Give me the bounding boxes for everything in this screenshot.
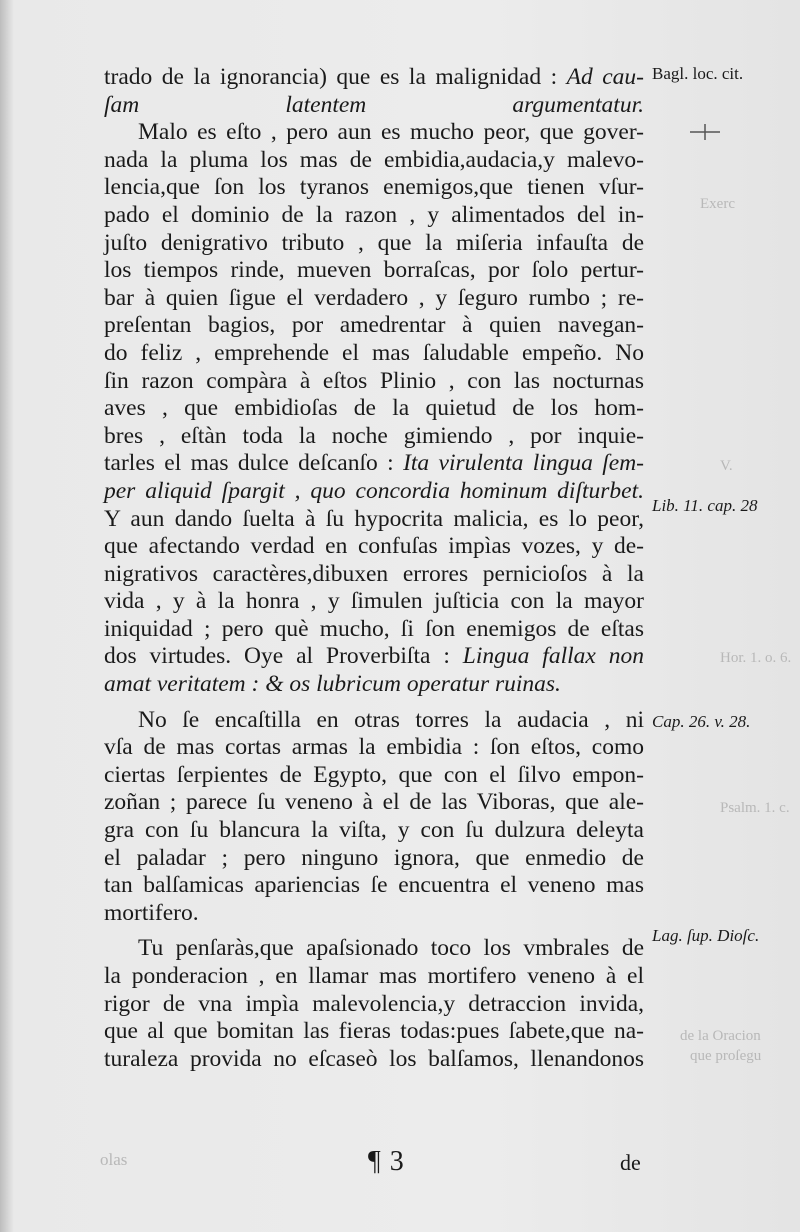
text-line bbox=[104, 257, 644, 285]
text-line bbox=[104, 506, 644, 534]
margin-note-lib-11 bbox=[652, 496, 792, 516]
text-line-roman: pado el dominio de la razon , y alimentados del in- bbox=[104, 201, 644, 228]
text-line bbox=[104, 174, 644, 202]
text-line bbox=[104, 817, 644, 845]
text-line-roman: lencia,que ſon los tyranos enemigos,que tienen vſur- bbox=[104, 174, 644, 201]
text-line bbox=[104, 789, 644, 817]
text-line bbox=[104, 1018, 644, 1046]
text-line-roman: vida , y à la honra , y ſimulen juſticia con la mayor bbox=[104, 588, 644, 615]
text-line-roman: turaleza provida no eſcaseò los balſamos, llenandonos bbox=[104, 1045, 644, 1072]
text-line-roman: bar à quien ſigue el verdadero , y ſeguro rumbo ; re- bbox=[104, 284, 644, 311]
text-line bbox=[104, 1046, 644, 1074]
text-line bbox=[104, 872, 644, 900]
text-line bbox=[104, 147, 644, 175]
text-line-roman: el paladar ; pero ninguno ignora, que enmedio de bbox=[104, 844, 644, 871]
text-line-roman: tarles el mas dulce deſcanſo : bbox=[104, 450, 404, 477]
text-line-roman: tan balſamicas apariencias ſe encuentra el veneno mas bbox=[104, 872, 644, 899]
text-line-roman: No ſe encaſtilla en otras torres la audacia , ni bbox=[138, 706, 644, 733]
text-line bbox=[104, 616, 644, 644]
text-line-roman: que al que bomitan las fieras todas:pues ſabete,que na- bbox=[104, 1018, 644, 1045]
text-line bbox=[104, 285, 644, 313]
text-line bbox=[104, 340, 644, 368]
text-line-roman: Y aun dando ſuelta à ſu hypocrita malicia, es lo peor, bbox=[104, 505, 644, 532]
text-line-roman: la ponderacion , en llamar mas mortifero veneno à el bbox=[104, 963, 644, 989]
text-line-roman: iniquidad ; pero què mucho, ſi ſon enemigos de eſtas bbox=[104, 615, 644, 642]
text-line-italic: Ita virulenta lingua ſem- bbox=[403, 450, 644, 477]
margin-note-text: Lib. 11. cap. 28 bbox=[652, 496, 758, 515]
margin-note-cap-26 bbox=[652, 712, 792, 732]
text-line bbox=[104, 762, 644, 790]
text-line-roman: dos virtudes. Oye al Proverbiſta : bbox=[104, 643, 463, 670]
text-line bbox=[104, 900, 644, 928]
text-line-roman: gra con ſu blancura la viſta, y con ſu dulzura deleyta bbox=[104, 817, 644, 844]
text-line bbox=[104, 312, 644, 340]
text-line bbox=[104, 230, 644, 258]
text-line bbox=[104, 845, 644, 873]
catchword: de bbox=[620, 1150, 641, 1175]
margin-note-text: Lag. ſup. Dioſc. bbox=[652, 926, 760, 945]
text-line-roman: rigor de vna impìa malevolencia,y detraccion invida, bbox=[104, 990, 644, 1017]
text-line-roman: Tu penſaràs,que apaſsionado toco los vmbrales de bbox=[138, 935, 644, 962]
text-line-roman: preſentan bagios, por amedrentar à quien navegan- bbox=[104, 312, 644, 339]
text-line-roman: nada la pluma los mas de embidia,audacia,y malevo- bbox=[104, 146, 644, 173]
text-line bbox=[104, 643, 644, 671]
text-line-roman: mortifero. bbox=[104, 899, 199, 926]
text-line bbox=[104, 119, 644, 147]
text-line-roman: que afectando verdad en confuſas impìas vozes, y de- bbox=[104, 533, 644, 560]
text-line bbox=[104, 202, 644, 230]
text-line-roman: zoñan ; parece ſu veneno à el de las Viboras, que ale- bbox=[104, 789, 644, 816]
text-line-roman: ciertas ſerpientes de Egypto, que con el ſilvo empon- bbox=[104, 761, 644, 788]
text-line-roman: bres , eſtàn toda la noche gimiendo , por inquie- bbox=[104, 422, 644, 449]
text-line bbox=[104, 478, 644, 506]
text-line bbox=[104, 734, 644, 762]
text-line-roman: do feliz , emprehende el mas ſaludable empeño. No bbox=[104, 339, 644, 366]
signature-mark: ¶ 3 bbox=[368, 1146, 405, 1177]
text-line bbox=[104, 395, 644, 423]
text-line bbox=[104, 533, 644, 561]
text-line-italic: Lingua fallax non bbox=[462, 643, 644, 670]
pencil-cross-mark bbox=[688, 122, 722, 142]
text-line-roman: Malo es eſto , pero aun es mucho peor, que gover- bbox=[138, 119, 644, 146]
margin-note-text: Bagl. loc. cit. bbox=[652, 64, 744, 83]
text-line bbox=[104, 588, 644, 616]
margin-note-bagl bbox=[652, 64, 792, 84]
text-line bbox=[104, 561, 644, 589]
text-line bbox=[104, 423, 644, 451]
text-line-italic: ſam latentem argumentatur. bbox=[104, 91, 644, 118]
text-line bbox=[104, 707, 644, 735]
text-line-roman: los tiempos rinde, mueven borraſcas, por ſolo pertur- bbox=[104, 257, 644, 284]
text-line bbox=[104, 963, 644, 991]
text-line bbox=[104, 64, 644, 92]
margin-note-lag bbox=[652, 926, 792, 946]
text-line-italic: amat veritatem : & os lubricum operatur ruinas. bbox=[104, 671, 561, 698]
text-line bbox=[104, 935, 644, 963]
text-line bbox=[104, 991, 644, 1019]
text-line-roman: juſto denigrativo tributo , que la miſeria infauſta de bbox=[104, 229, 644, 256]
body-text bbox=[104, 64, 644, 1073]
text-line-italic: Ad cau- bbox=[566, 64, 644, 90]
text-line-roman: aves , que embidioſas de la quietud de los hom- bbox=[104, 395, 644, 422]
text-line-roman: trado de la ignorancia) que es la malignidad : bbox=[104, 64, 567, 90]
text-line bbox=[104, 92, 644, 120]
text-line-italic: per aliquid ſpargit , quo concordia hominum diſturbet. bbox=[104, 477, 644, 504]
text-line bbox=[104, 368, 644, 396]
book-page: Exerc V. Hor. 1. o. 6. Psalm. 1. c. de la Oracion que proſegu olas trado de la ignorancia) que es la malignidad : Ad cau- ſam latentem argumentatur. Malo es eſto , pero aun es mucho peor, que gover- nada la pluma los mas de embidia,audacia,y malevo- lencia,que ſon los tyranos enemigos,que tienen vſur- pado el dominio de la razon , y alimentados del in- juſto denigrativo tributo , que la miſeria infauſta de los tiempos rinde, mueven borraſcas, por ſolo pertur- bar à quien ſigue el verdadero , y ſeguro rumbo ; re- preſentan bagios, por amedrentar à quien navegan- do feliz , emprehende el mas ſaludable empeño. No ſin razon compàra à eſtos Plinio , con las nocturnas aves , que embidioſas de la quietud de los hom- bres , eſtàn toda la noche gimiendo , por inquie- tarles el mas dulce deſcanſo : Ita virulenta lingua ſem- per aliquid ſpargit , quo concordia hominum diſturbet. Y aun dando ſuelta à ſu hypocrita malicia, es lo peor, que afectando verdad en confuſas impìas vozes, y de- nigrativos caractères,dibuxen errores pernicioſos à la vida , y à la honra , y ſimulen juſticia con la mayor iniquidad ; pero què mucho, ſi ſon enemigos de eſtas dos virtudes. Oye al Proverbiſta : Lingua fallax non amat veritatem : & os lubricum operatur ruinas. No ſe encaſtilla en otras torres la audacia , ni vſa de mas cortas armas la embidia : ſon eſtos, como ciertas ſerpientes de Egypto, que con el ſilvo empon- zoñan ; parece ſu veneno à el de las Viboras, que ale- gra con ſu blancura la viſta, y con ſu dulzura deleyta el paladar ; pero ninguno ignora, que enmedio de tan balſamicas apariencias ſe encuentra el veneno mas mortifero. Tu penſaràs,que apaſsionado toco los vmbrales de la ponderacion , en llamar mas mortifero veneno à el rigor de vna impìa malevolencia,y detraccion invida, que al que bomitan las fieras todas:pues ſabete,que na- turaleza provida no eſcaseò los balſamos, llenandonos Bagl. loc. cit. Lib. 11. cap. 28 Cap. 26. v. 28. Lag. ſup. Dioſc. ¶ 3 de bbox=[0, 0, 800, 1232]
margin-note-text: Cap. 26. v. 28. bbox=[652, 712, 751, 731]
text-line bbox=[104, 450, 644, 478]
text-line-roman: nigrativos caractères,dibuxen errores pernicioſos à la bbox=[104, 560, 644, 587]
text-line-roman: vſa de mas cortas armas la embidia : ſon eſtos, como bbox=[104, 734, 644, 761]
text-line-roman: ſin razon compàra à eſtos Plinio , con las nocturnas bbox=[104, 367, 644, 394]
text-line bbox=[104, 671, 644, 699]
